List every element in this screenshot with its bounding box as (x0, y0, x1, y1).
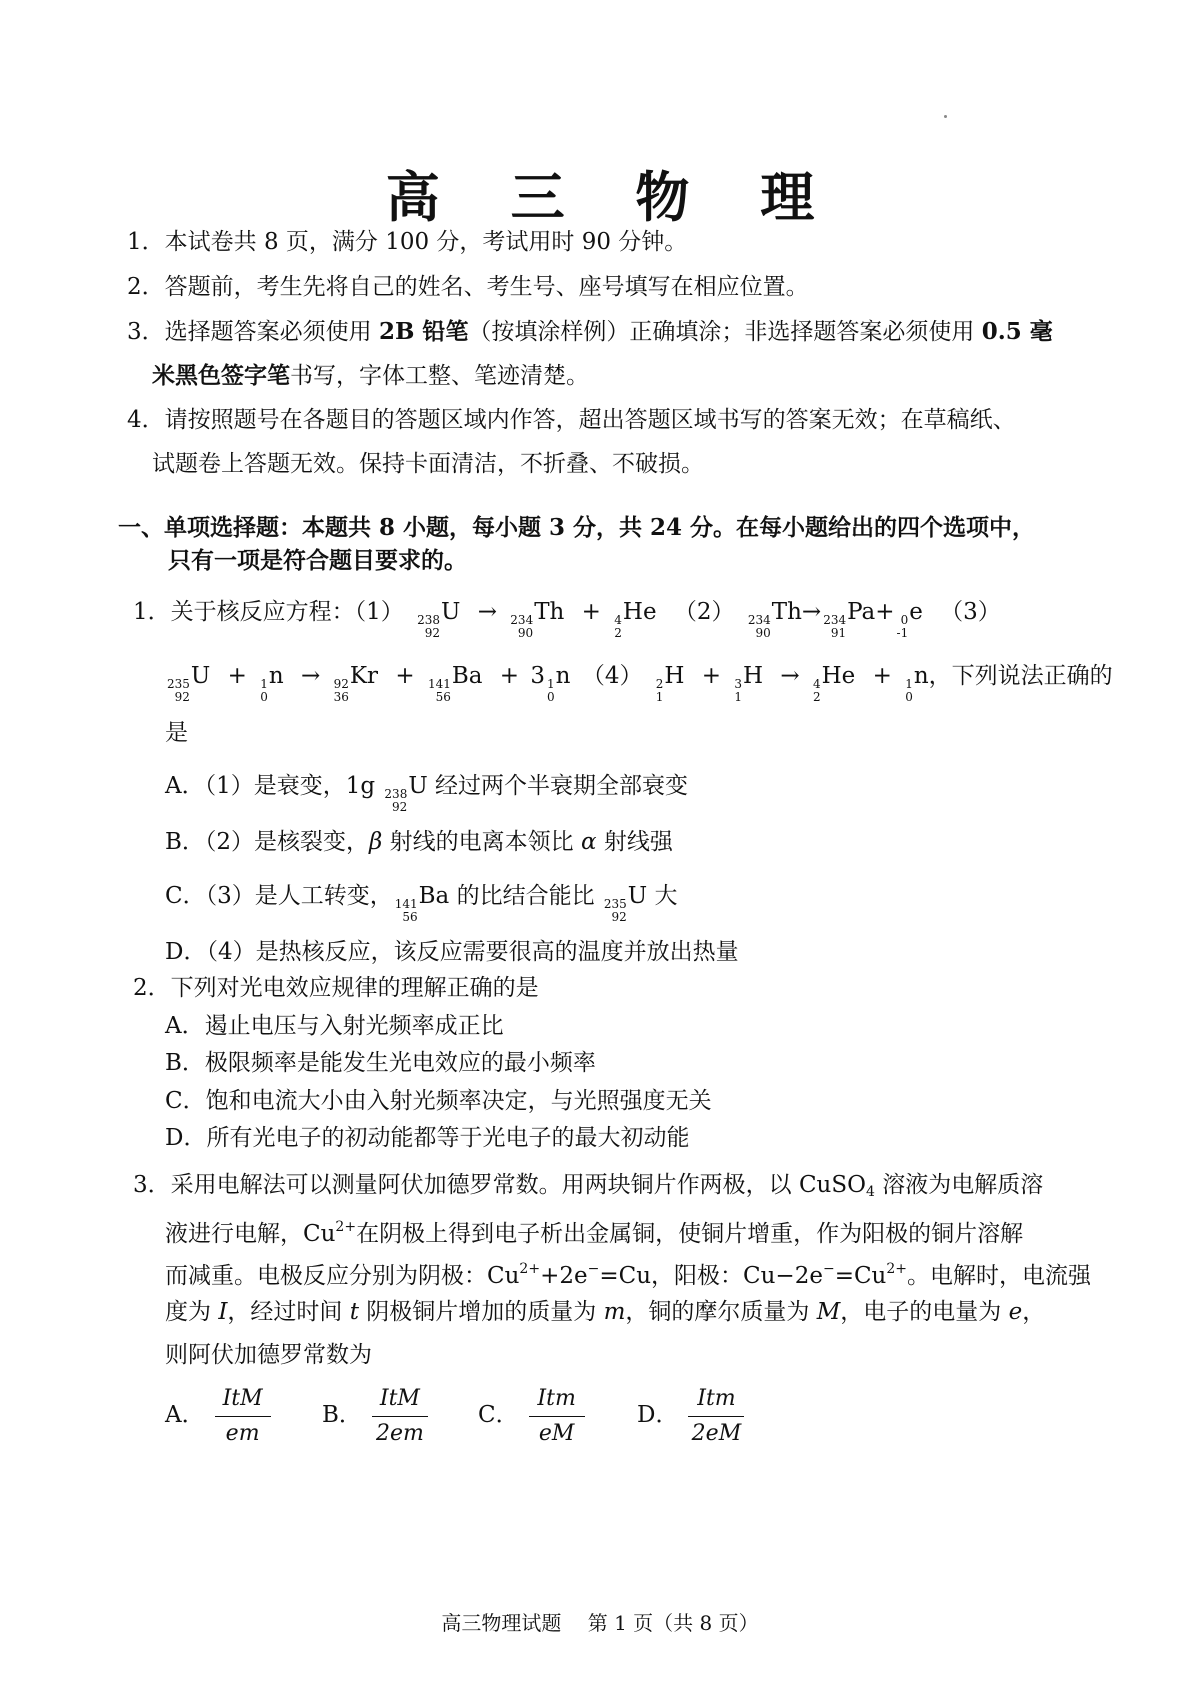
q1-stem-line3: 是 (165, 720, 188, 746)
section-heading: 一、单项选择题：本题共 8 小题，每小题 3 分，共 24 分。在每小题给出的四个选项中， (118, 514, 1036, 541)
q3-stem-line5: 则阿伏加德罗常数为 (165, 1342, 372, 1368)
q3-stem-line1: 3．采用电解法可以测量阿伏加德罗常数。用两块铜片作两极，以 CuSO$_4$ 溶液为电解质溶 (133, 1172, 1044, 1201)
fraction: $\frac{\text{ItM}}{2em}$ (372, 1384, 428, 1449)
instruction-3: 3．选择题答案必须使用 2B 铅笔（按填涂样例）正确填涂；非选择题答案必须使用 0.5 毫 (127, 318, 1053, 345)
q1-option-d: D．（4）是热核反应，该反应需要很高的温度并放出热量 (165, 939, 739, 965)
section-heading-cont: 只有一项是符合题目要求的。 (168, 547, 467, 574)
q2-stem: 2．下列对光电效应规律的理解正确的是 (133, 975, 539, 1001)
instruction-4: 4．请按照题号在各题目的答题区域内作答，超出答题区域书写的答案无效；在草稿纸、 (127, 407, 1016, 433)
q3-stem-line3: 而减重。电极反应分别为阴极：$Cu^{2+}+2e^-=Cu$，阳极：$Cu-2e^-=Cu^{2+}$。电解时，电流强 (165, 1261, 1092, 1289)
q1-option-c: C．（3）是人工转变， 141 56 Ba 的比结合能比 235 92 U 大 (165, 883, 678, 925)
nuclide-U238-scripts: 238 92 (417, 613, 440, 641)
fraction: $\frac{\text{ItM}}{em}$ (215, 1384, 271, 1449)
instruction-4-cont: 试题卷上答题无效。保持卡面清洁，不折叠、不破损。 (152, 451, 704, 477)
q3-option-b: B． $\frac{\text{ItM}}{2em}$ (322, 1380, 428, 1450)
instruction-2: 2．答题前，考生先将自己的姓名、考生号、座号填写在相应位置。 (127, 274, 809, 300)
instruction-1: 1．本试卷共 8 页，满分 100 分，考试用时 90 分钟。 (127, 229, 688, 255)
instruction-3-cont: 米黑色签字笔书写，字体工整、笔迹清楚。 (152, 362, 589, 389)
q3-option-a: A． $\frac{\text{ItM}}{em}$ (165, 1380, 271, 1450)
page-footer: 高三物理试题 第 1 页（共 8 页） (441, 1611, 759, 1635)
q2-option-c: C．饱和电流大小由入射光频率决定，与光照强度无关 (165, 1088, 712, 1114)
q2-option-d: D．所有光电子的初动能都等于光电子的最大初动能 (165, 1125, 690, 1151)
q1-stem-line2: 235 92 U + 1 0 n → 92 36 Kr + 141 56 Ba + 3 1 0 n （4） 2 1 H + 3 1 H → 4 2 He + 1 0 n，下列说法正确的 (167, 663, 1113, 705)
q3-stem-line2: 液进行电解，$Cu^{2+}$在阴极上得到电子析出金属铜，使铜片增重，作为阳极的铜片溶解 (165, 1219, 1024, 1247)
q2-option-b: B．极限频率是能发生光电效应的最小频率 (165, 1050, 596, 1076)
q2-option-a: A．遏止电压与入射光频率成正比 (165, 1013, 504, 1039)
q1-stem-line1: 1．关于核反应方程：（1） 238 92 U → 234 90 Th + 4 2 He （2） 234 90 Th→ 234 91 Pa+ 0 -1 e （3） (133, 599, 1001, 641)
page-title: 高 三 物 理 (385, 165, 841, 229)
q1-option-b: B．（2）是核裂变，β 射线的电离本领比 α 射线强 (165, 829, 673, 855)
q3-option-d: D． $\frac{\text{Itm}}{2eM}$ (637, 1380, 744, 1450)
scan-speck (944, 115, 947, 118)
fraction: $\frac{\text{Itm}}{eM}$ (529, 1384, 585, 1449)
q3-option-c: C． $\frac{\text{Itm}}{eM}$ (478, 1380, 585, 1450)
fraction: $\frac{\text{Itm}}{2eM}$ (688, 1384, 744, 1449)
q3-stem-line4: 度为 I，经过时间 t 阴极铜片增加的质量为 m，铜的摩尔质量为 M，电子的电量为 e， (165, 1299, 1046, 1325)
q1-option-a: A．（1）是衰变，1g 238 92 U 经过两个半衰期全部衰变 (165, 773, 689, 815)
